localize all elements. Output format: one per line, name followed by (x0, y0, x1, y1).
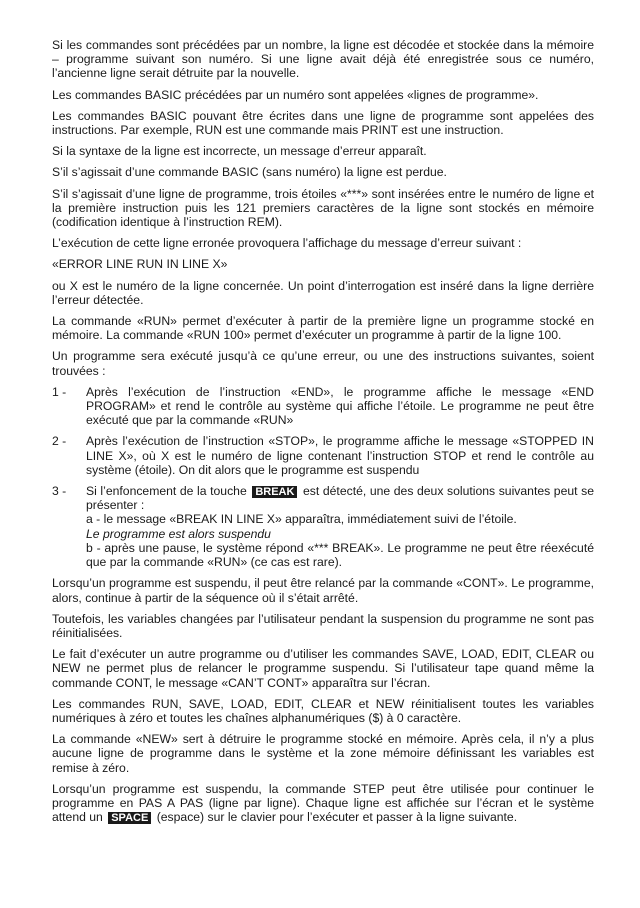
list-text-before: Si l’enfoncement de la touche (86, 484, 247, 499)
paragraph: La commande «NEW» sert à détruire le programme stocké en mémoire. Après cela, il n’y a plus aucune ligne de programme dans le système et la zone mémoire définissant les variables est remise à zéro. (52, 732, 594, 775)
break-key: BREAK (252, 486, 297, 498)
paragraph: L’exécution de cette ligne erronée provoquera l’affichage du message d’erreur suivant : (52, 236, 522, 251)
paragraph: S’il s’agissait d’une commande BASIC (sans numéro) la ligne est perdue. (52, 165, 447, 180)
paragraph: Les commandes BASIC précédées par un numéro sont appelées «lignes de programme». (52, 87, 539, 102)
last-paragraph-after: (espace) sur le clavier pour l’exécuter et passer à la ligne suivante. (156, 810, 518, 825)
paragraph: Si la syntaxe de la ligne est incorrecte, un message d’erreur apparaît. (52, 144, 427, 159)
list-text-after: est détecté, une des deux solutions suivantes peut se présenter : (86, 484, 594, 513)
paragraph: Le fait d’exécuter un autre programme ou d’utiliser les commandes SAVE, LOAD, EDIT, CLEAR ou NEW ne permet plus de relancer le programme suspendu. Si l’utilisateur tape quand même la commande CONT, le message «CAN’T CONT» apparaîtra sur l’écran. (52, 647, 594, 690)
paragraph: Les commandes RUN, SAVE, LOAD, EDIT, CLEAR et NEW réinitialisent toutes les variables numériques à zéro et toutes les chaînes alphanumériques ($) à 0 caractère. (52, 696, 594, 725)
list-text: Après l’exécution de l’instruction «END», le programme affiche le message «END PROGRAM» et rend le contrôle au système qui affiche l’étoile. Le programme ne peut être exécuté que par la commande «RUN» (86, 384, 594, 428)
paragraph: Les commandes BASIC pouvant être écrites dans une ligne de programme sont appelées des instructions. Par exemple, RUN est une commande mais PRINT est une instruction. (52, 108, 594, 138)
document-page (52, 38, 594, 831)
list-number: 1 - (52, 384, 67, 399)
last-paragraph-before: Lorsqu’un programme est suspendu, la commande STEP peut être utilisée pour continuer le programme en PAS A PAS (ligne par ligne). Chaque ligne est affichée sur l’écran et le système attend un (52, 781, 594, 825)
list-text (86, 484, 594, 569)
list-text: Après l’exécution de l’instruction «STOP», le programme affiche le message «STOPPED IN LINE X», où X est le numéro de ligne contenant l’instruction STOP et rend le contrôle au système (étoile). On dit alors que le programme est suspendu (86, 434, 594, 477)
list-number: 3 - (52, 484, 67, 499)
error-message-example: «ERROR LINE RUN IN LINE X» (52, 257, 228, 272)
sub-item-b: b - après une pause, le système répond «*** BREAK». Le programme ne peut être réexécuté que par la commande «RUN» (ce cas est rare). (86, 540, 594, 570)
list-number: 2 - (52, 434, 67, 449)
paragraph: Si les commandes sont précédées par un nombre, la ligne est décodée et stockée dans la mémoire – programme suivant son numéro. Si une ligne avait déjà été enregistrée sous ce numéro, l’ancienne ligne serait détruite par la nouvelle. (52, 38, 594, 81)
paragraph: Un programme sera exécuté jusqu’à ce qu’une erreur, ou une des instructions suivantes, soient trouvées : (52, 349, 594, 378)
list-item (52, 484, 594, 569)
sub-item-a: a - le message «BREAK IN LINE X» apparaîtra, immédiatement suivi de l’étoile. (86, 512, 517, 527)
list-item (52, 385, 594, 428)
space-key: SPACE (108, 812, 151, 824)
paragraph: S’il s’agissait d’une ligne de programme, trois étoiles «***» sont insérées entre le numéro de ligne et la première instruction puis les 121 premiers caractères de la ligne sont stockés en mémoire (codification identique à l’instruction REM). (52, 186, 594, 230)
paragraph: ou X est le numéro de la ligne concernée. Un point d’interrogation est inséré dans la ligne derrière l’erreur détectée. (52, 278, 594, 307)
sub-item-a-note: Le programme est alors suspendu (86, 526, 271, 541)
paragraph: Toutefois, les variables changées par l’utilisateur pendant la suspension du programme ne sont pas réinitialisées. (52, 611, 594, 640)
list-item (52, 434, 594, 477)
paragraph: Lorsqu’un programme est suspendu, il peut être relancé par la commande «CONT». Le programme, alors, continue à partir de la séquence où il s’était arrêté. (52, 576, 594, 605)
paragraph: La commande «RUN» permet d’exécuter à partir de la première ligne un programme stocké en mémoire. La commande «RUN 100» permet d’exécuter un programme à partir de la ligne 100. (52, 314, 594, 343)
last-paragraph (52, 782, 594, 825)
